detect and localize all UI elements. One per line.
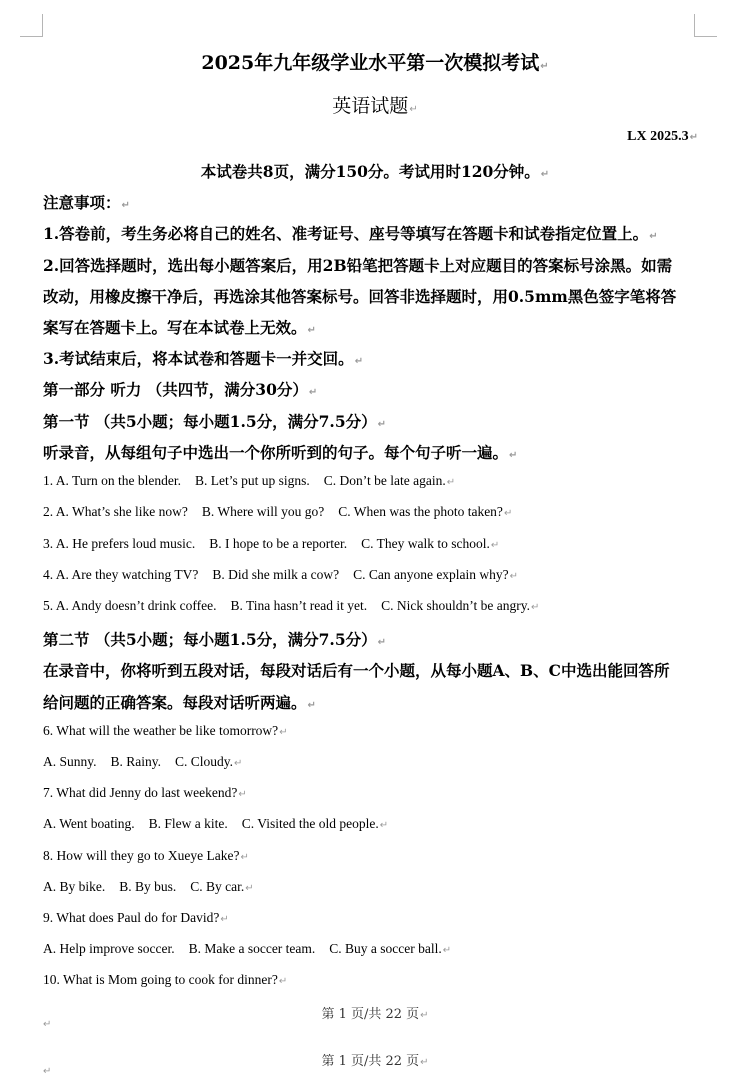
question-1: 1. A. Turn on the blender. B. Let’s put up signs. C. Don’t be late again.↵ bbox=[43, 473, 456, 488]
question-9: 9. What does Paul do for David?↵ bbox=[43, 910, 229, 925]
section2-instruction-line-1: 在录音中，你将听到五段对话，每段对话后有一个小题，从每小题A、B、C中选出能回答所 bbox=[43, 661, 670, 680]
question-7: 7. What did Jenny do last weekend?↵ bbox=[43, 785, 247, 800]
question-9-options: A. Help improve soccer. B. Make a soccer team. C. Buy a soccer ball.↵ bbox=[43, 941, 452, 956]
part1-heading: 第一部分 听力 （共四节，满分30分）↵ bbox=[43, 380, 318, 399]
notice-item-2-line-1: 2.回答选择题时，选出每小题答案后，用2B铅笔把答题卡上对应题目的答案标号涂黑。如需 bbox=[43, 256, 673, 275]
exam-title: 2025年九年级学业水平第一次模拟考试↵ bbox=[201, 52, 549, 74]
question-8-options: A. By bike. B. By bus. C. By car.↵ bbox=[43, 879, 254, 894]
notice-heading: 注意事项：↵ bbox=[43, 193, 130, 212]
question-8: 8. How will they go to Xueye Lake?↵ bbox=[43, 848, 249, 863]
section1-instruction: 听录音，从每组句子中选出一个你所听到的句子。每个句子听一遍。↵ bbox=[43, 443, 518, 462]
paragraph-mark: ↵ bbox=[43, 1019, 52, 1030]
question-6-options: A. Sunny. B. Rainy. C. Cloudy.↵ bbox=[43, 754, 243, 769]
question-7-options: A. Went boating. B. Flew a kite. C. Visited the old people.↵ bbox=[43, 816, 389, 831]
section2-heading: 第二节 （共5小题；每小题1.5分，满分7.5分）↵ bbox=[43, 630, 387, 649]
exam-summary: 本试卷共8页，满分150分。考试用时120分钟。↵ bbox=[200, 162, 550, 181]
paragraph-mark: ↵ bbox=[43, 1066, 52, 1077]
crop-mark-top-left bbox=[20, 14, 43, 37]
question-4: 4. A. Are they watching TV? B. Did she milk a cow? C. Can anyone explain why?↵ bbox=[43, 567, 519, 582]
page-footer-repeat: 第 1 页/共 22 页↵ bbox=[321, 1054, 429, 1069]
question-5: 5. A. Andy doesn’t drink coffee. B. Tina hasn’t read it yet. C. Nick shouldn’t be angry.↵ bbox=[43, 598, 540, 613]
exam-code: LX 2025.3↵ bbox=[627, 129, 698, 144]
subject-title: 英语试题↵ bbox=[332, 95, 418, 117]
notice-item-3: 3.考试结束后，将本试卷和答题卡一并交回。↵ bbox=[43, 349, 364, 368]
question-6: 6. What will the weather be like tomorrow?↵ bbox=[43, 723, 288, 738]
question-10: 10. What is Mom going to cook for dinner?↵ bbox=[43, 972, 288, 987]
question-2: 2. A. What’s she like now? B. Where will you go? C. When was the photo taken?↵ bbox=[43, 504, 513, 519]
notice-item-1: 1.答卷前，考生务必将自己的姓名、准考证号、座号等填写在答题卡和试卷指定位置上。↵ bbox=[43, 224, 658, 243]
question-3: 3. A. He prefers loud music. B. I hope to be a reporter. C. They walk to school.↵ bbox=[43, 536, 500, 551]
section1-heading: 第一节 （共5小题；每小题1.5分，满分7.5分）↵ bbox=[43, 412, 387, 431]
page-footer: 第 1 页/共 22 页↵ bbox=[321, 1007, 429, 1022]
crop-mark-top-right bbox=[694, 14, 717, 37]
notice-item-2-line-2: 改动，用橡皮擦干净后，再选涂其他答案标号。回答非选择题时，用0.5mm黑色签字笔将答 bbox=[43, 287, 677, 306]
section2-instruction-line-2: 给问题的正确答案。每段对话听两遍。↵ bbox=[43, 693, 316, 712]
notice-item-2-line-3: 案写在答题卡上。写在本试卷上无效。↵ bbox=[43, 318, 316, 337]
